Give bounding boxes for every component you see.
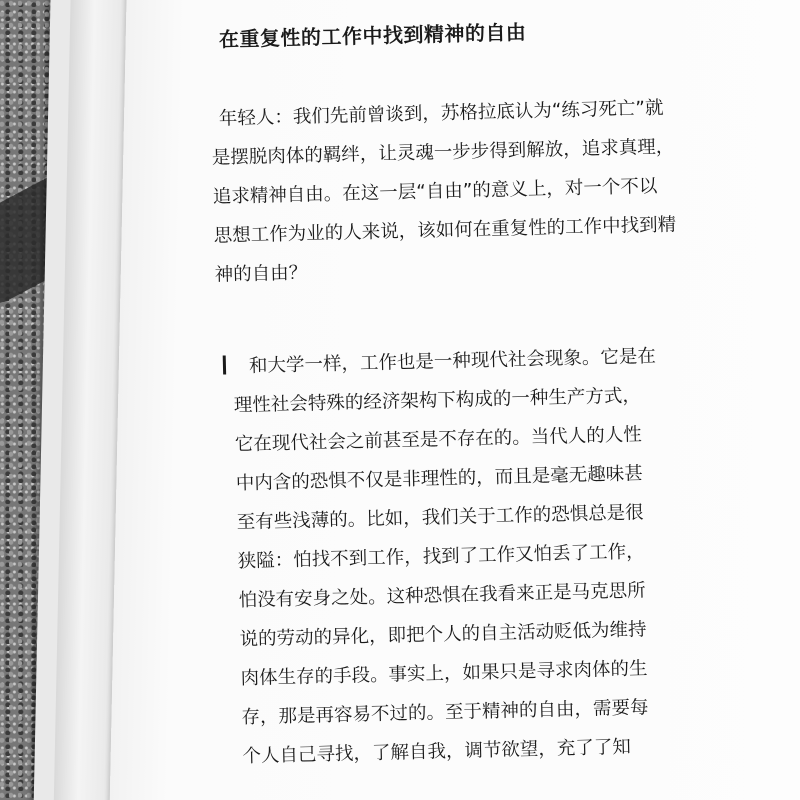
question-line: 追求精神自由。在这一层“自由”的意义上，对一个不以 <box>212 175 658 208</box>
answer-paragraph <box>222 336 712 777</box>
answer-line: 它在现代社会之前甚至是不存在的。当代人的人性 <box>234 424 643 456</box>
question-line: 神的自由？ <box>214 262 308 286</box>
question-line: 是摆脱肉体的羁绊，让灵魂一步步得到解放，追求真理， <box>211 136 675 169</box>
page-text <box>200 0 779 800</box>
answer-line: 个人自己寻找，了解自我，调节欲望，充了了知 <box>242 736 632 768</box>
answer-line: 说的劳动的异化，即把个人的自主活动贬低为维持 <box>239 619 647 651</box>
answer-line: 理性社会特殊的经济架构下构成的一种生产方式， <box>233 385 642 417</box>
answer-marker-bar <box>223 355 226 374</box>
answer-line: 和大学一样，工作也是一种现代社会现象。它是在 <box>248 345 657 377</box>
question-line: 思想工作为业的人来说，该如何在重复性的工作中找到精 <box>213 214 677 247</box>
section-title: 在重复性的工作中找到精神的自由 <box>218 20 527 52</box>
answer-line: 狭隘：怕找不到工作，找到了工作又怕丢了工作， <box>237 541 645 573</box>
answer-line: 中内含的恐惧不仅是非理性的，而且是毫无趣味甚 <box>235 463 643 495</box>
question-paragraph <box>210 88 705 295</box>
answer-line: 怕没有安身之处。这种恐惧在我看来正是马克思所 <box>238 580 646 612</box>
answer-line: 存，那是再容易不过的。至于精神的自由，需要每 <box>241 697 649 729</box>
answer-line: 至有些浅薄的。比如，我们关于工作的恐惧总是很 <box>236 502 644 534</box>
question-line: 年轻人：我们先前曾谈到，苏格拉底认为“练习死亡”就 <box>218 97 664 130</box>
answer-line: 肉体生存的手段。事实上，如果只是寻求肉体的生 <box>240 658 648 690</box>
